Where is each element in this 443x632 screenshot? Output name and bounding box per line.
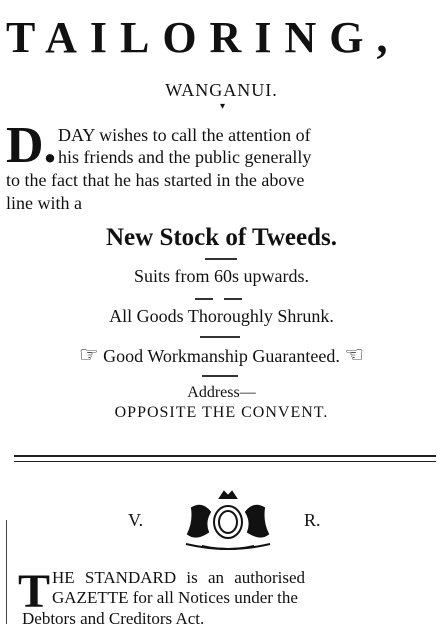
short-rule (205, 258, 237, 260)
pointing-hand-left-icon: ☜ (344, 342, 365, 367)
separator-rule (14, 461, 436, 462)
royal-crest-icon (172, 488, 284, 552)
advert-body-line: line with a (6, 193, 82, 213)
short-rule (200, 336, 240, 338)
pointing-hand-right-icon: ☞ (78, 342, 99, 367)
advert-body-line: to the fact that he has started in the above (6, 170, 305, 190)
notice-v: V. (128, 510, 144, 530)
ornament-dot: ▾ (220, 101, 226, 112)
short-rule (202, 375, 238, 377)
advert-shrunk: All Goods Thoroughly Shrunk. (109, 306, 334, 326)
margin-rule (6, 520, 7, 624)
advert-body-line: DAY wishes to call the attention of (58, 125, 311, 145)
notice-line: HE STANDARD is an authorised (52, 568, 306, 587)
notice-line: GAZETTE for all Notices under the (52, 588, 298, 607)
notice-line: Debtors and Creditors Act. (22, 609, 205, 628)
notice-r: R. (304, 510, 321, 530)
advert-drop-cap: D. (6, 117, 57, 174)
notice-drop-cap: T (18, 565, 51, 618)
advert-address-label: Address— (187, 384, 256, 401)
advert-suits: Suits from 60s upwards. (134, 266, 309, 286)
advert-workmanship-line (0, 344, 443, 367)
advert-address: OPPOSITE THE CONVENT. (114, 404, 329, 421)
short-rule (195, 298, 213, 300)
advert-title: TAILORING, (6, 13, 401, 62)
advert-body-line: his friends and the public generally (58, 147, 312, 167)
short-rule (224, 298, 242, 300)
advert-workmanship: Good Workmanship Guaranteed. (103, 346, 340, 366)
advert-place: WANGANUI. (165, 80, 278, 100)
advert-headline: New Stock of Tweeds. (105, 224, 337, 251)
separator-rule (14, 455, 436, 457)
